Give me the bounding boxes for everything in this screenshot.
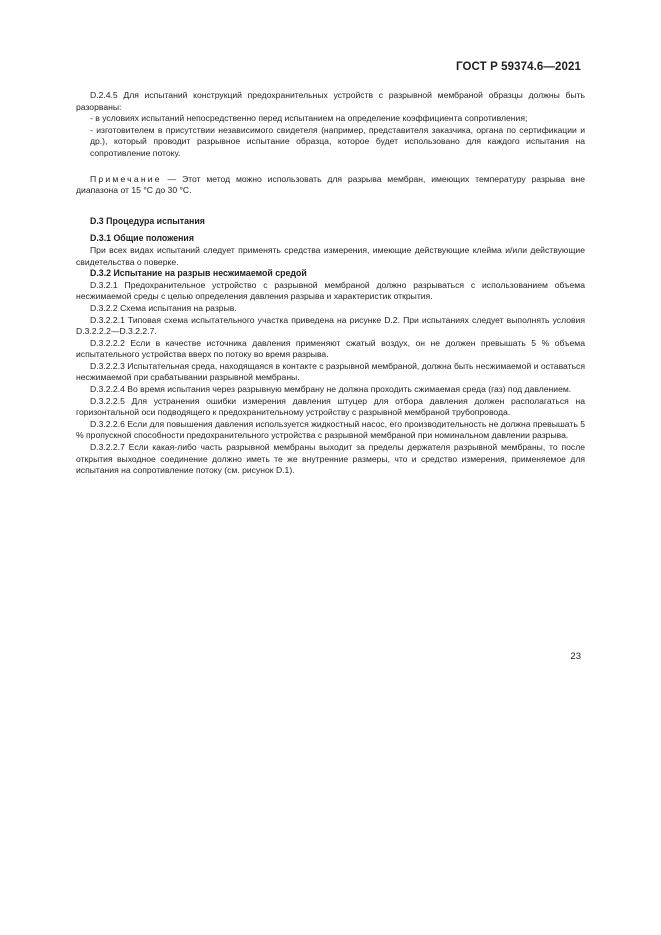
paragraph-d-3-2-2-2: D.3.2.2.2 Если в качестве источника давления применяют сжатый воздух, он не должен превышать 5 % объема испытательного устройства вверх по потоку во время разрыва. xyxy=(76,337,585,360)
paragraph-d-3-2-2-3: D.3.2.2.3 Испытательная среда, находящаяся в контакте с разрывной мембраной, должна быть несжимаемой и оставаться несжимаемой при срабатывании разрывной мембраны. xyxy=(76,360,585,383)
paragraph-d-3-2-2-4: D.3.2.2.4 Во время испытания через разрывную мембрану не должна проходить сжимаемая среда (газ) под давлением. xyxy=(90,384,572,395)
page-number: 23 xyxy=(570,651,581,662)
paragraph-d-3-1: При всех видах испытаний следует применять средства измерения, имеющие действующие клейма и/или действующие свидетельства о поверке. xyxy=(76,244,585,267)
note xyxy=(76,174,585,197)
subsection-heading-d-3-2: D.3.2 Испытание на разрыв несжимаемой средой xyxy=(90,268,307,279)
note-text: — Этот метод можно использовать для разрыва мембран, имеющих температуру разрыва вне диапазона от 15 °С до 30 °С. xyxy=(76,173,585,196)
paragraph-d-3-2-2: D.3.2.2 Схема испытания на разрыв. xyxy=(90,302,237,313)
paragraph-d-3-2-1: D.3.2.1 Предохранительное устройство с разрывной мембраной должно разрываться с использованием объема несжимаемой среды с целью определения давления разрыва и характеристик открытия. xyxy=(76,279,585,302)
paragraph-d-3-2-2-5: D.3.2.2.5 Для устранения ошибки измерения давления штуцер для отбора давления должен располагаться на горизонтальной оси подводящего к предохранительному устройству с разрывной мембраной трубопровода. xyxy=(76,395,585,418)
note-label: Примечание xyxy=(90,173,162,184)
list-item: - в условиях испытаний непосредственно перед испытанием на определение коэффициента сопротивления; xyxy=(90,113,528,124)
document-header: ГОСТ Р 59374.6—2021 xyxy=(456,61,581,73)
paragraph-d-2-4-5: D.2.4.5 Для испытаний конструкций предохранительных устройств с разрывной мембраной образцы должны быть разорваны: xyxy=(76,90,585,112)
section-heading-d-3: D.3 Процедура испытания xyxy=(90,215,205,226)
document-body xyxy=(76,90,585,477)
list-item: - изготовителем в присутствии независимого свидетеля (например, представителя заказчика, органа по сертификации и др.), который проводит разрывное испытание образца, которое будет использовано для каждого испытания на сопротивление потоку. xyxy=(90,124,585,158)
paragraph-d-3-2-2-7: D.3.2.2.7 Если какая-либо часть разрывной мембраны выходит за пределы держателя разрывной мембраны, то после открытия выходное соединение должно иметь те же внутренние размеры, что и средство измерения, применяемое для испытания на сопротивление потоку (см. рисунок D.1). xyxy=(76,442,585,476)
subsection-heading-d-3-1: D.3.1 Общие положения xyxy=(90,233,194,244)
paragraph-d-3-2-2-1: D.3.2.2.1 Типовая схема испытательного участка приведена на рисунке D.2. При испытаниях следует выполнять условия D.3.2.2.2—D.3.2.2.7. xyxy=(76,314,585,337)
paragraph-d-3-2-2-6: D.3.2.2.6 Если для повышения давления используется жидкостный насос, его производительность не должна превышать 5 % пропускной способности предохранительного устройства с разрывной мембраной при номинальном давлении разрыва. xyxy=(76,418,585,441)
